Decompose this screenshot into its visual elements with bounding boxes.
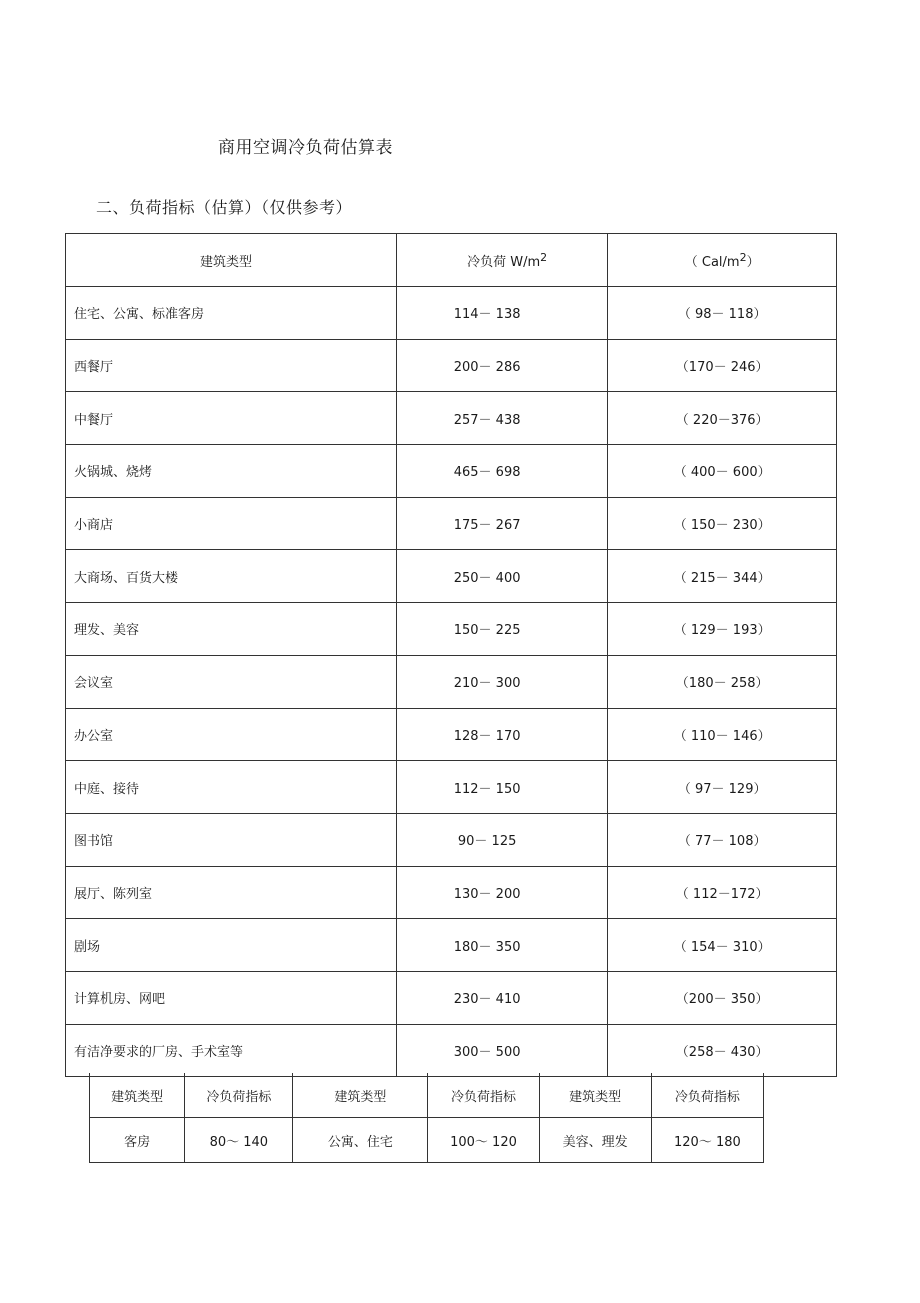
building-type-cell: 会议室 bbox=[66, 655, 397, 708]
cooling-load-cell: 128－ 170 bbox=[396, 708, 607, 761]
cooling-load-cell: 230－ 410 bbox=[396, 971, 607, 1024]
header-cal-close: ） bbox=[746, 254, 760, 270]
table-row bbox=[66, 761, 837, 814]
building-type-cell: 小商店 bbox=[66, 497, 397, 550]
cooling-load-cell: 465－ 698 bbox=[396, 445, 607, 498]
table-row bbox=[66, 287, 837, 340]
cooling-load-cell: 112－ 150 bbox=[396, 761, 607, 814]
section-heading: 二、负荷指标（估算）（仅供参考） bbox=[96, 198, 353, 217]
building-type-cell: 火锅城、烧烤 bbox=[66, 445, 397, 498]
header-building-type: 建筑类型 bbox=[66, 234, 397, 287]
page-title: 商用空调冷负荷估算表 bbox=[218, 138, 393, 158]
building-type-cell: 西餐厅 bbox=[66, 339, 397, 392]
sub-cell: 120～ 180 bbox=[651, 1118, 763, 1163]
cal-cell: （ 77－ 108） bbox=[608, 813, 837, 866]
table-row bbox=[66, 392, 837, 445]
cooling-load-cell: 114－ 138 bbox=[396, 287, 607, 340]
cooling-load-cell: 150－ 225 bbox=[396, 603, 607, 656]
sub-cell: 100～ 120 bbox=[428, 1118, 539, 1163]
sub-cell: 公寓、住宅 bbox=[293, 1118, 428, 1163]
building-type-cell: 大商场、百货大楼 bbox=[66, 550, 397, 603]
sub-header-cell: 冷负荷指标 bbox=[651, 1073, 763, 1118]
table-row bbox=[66, 655, 837, 708]
building-type-cell: 中餐厅 bbox=[66, 392, 397, 445]
sub-header-cell: 建筑类型 bbox=[539, 1073, 651, 1118]
cal-cell: （ 400－ 600） bbox=[608, 445, 837, 498]
table-header-row bbox=[66, 234, 837, 287]
header-cooling-load bbox=[396, 234, 607, 287]
header-cal-sup: 2 bbox=[739, 250, 747, 264]
sub-table-header-row bbox=[90, 1073, 764, 1118]
cooling-load-cell: 130－ 200 bbox=[396, 866, 607, 919]
building-type-cell: 有洁净要求的厂房、手术室等 bbox=[66, 1024, 397, 1077]
cal-cell: （ 110－ 146） bbox=[608, 708, 837, 761]
cal-cell: （ 98－ 118） bbox=[608, 287, 837, 340]
cal-cell: （170－ 246） bbox=[608, 339, 837, 392]
table-row bbox=[66, 813, 837, 866]
room-load-index-table bbox=[89, 1073, 764, 1163]
building-type-cell: 展厅、陈列室 bbox=[66, 866, 397, 919]
cal-cell: （258－ 430） bbox=[608, 1024, 837, 1077]
header-cal-label: （ Cal/m bbox=[684, 254, 740, 270]
header-cooling-load-sup: 2 bbox=[540, 250, 548, 264]
cal-cell: （180－ 258） bbox=[608, 655, 837, 708]
table-row bbox=[66, 919, 837, 972]
sub-cell: 美容、理发 bbox=[539, 1118, 651, 1163]
cal-cell: （ 112－172） bbox=[608, 866, 837, 919]
table-row bbox=[66, 1024, 837, 1077]
building-type-cell: 图书馆 bbox=[66, 813, 397, 866]
cooling-load-cell: 180－ 350 bbox=[396, 919, 607, 972]
building-type-cell: 中庭、接待 bbox=[66, 761, 397, 814]
building-type-cell: 理发、美容 bbox=[66, 603, 397, 656]
cooling-load-cell: 200－ 286 bbox=[396, 339, 607, 392]
table-row bbox=[66, 550, 837, 603]
building-type-cell: 住宅、公寓、标准客房 bbox=[66, 287, 397, 340]
cal-cell: （ 220－376） bbox=[608, 392, 837, 445]
building-type-cell: 计算机房、网吧 bbox=[66, 971, 397, 1024]
header-cal bbox=[608, 234, 837, 287]
table-row bbox=[66, 603, 837, 656]
sub-cell: 客房 bbox=[90, 1118, 185, 1163]
sub-header-cell: 建筑类型 bbox=[293, 1073, 428, 1118]
sub-header-cell: 建筑类型 bbox=[90, 1073, 185, 1118]
cal-cell: （200－ 350） bbox=[608, 971, 837, 1024]
table-row bbox=[66, 866, 837, 919]
cooling-load-cell: 300－ 500 bbox=[396, 1024, 607, 1077]
sub-header-cell: 冷负荷指标 bbox=[185, 1073, 293, 1118]
sub-cell: 80～ 140 bbox=[185, 1118, 293, 1163]
cal-cell: （ 150－ 230） bbox=[608, 497, 837, 550]
table-row bbox=[66, 497, 837, 550]
cooling-load-cell: 210－ 300 bbox=[396, 655, 607, 708]
cooling-load-cell: 250－ 400 bbox=[396, 550, 607, 603]
cal-cell: （ 215－ 344） bbox=[608, 550, 837, 603]
cal-cell: （ 154－ 310） bbox=[608, 919, 837, 972]
cooling-load-cell: 175－ 267 bbox=[396, 497, 607, 550]
sub-header-cell: 冷负荷指标 bbox=[428, 1073, 539, 1118]
building-type-cell: 办公室 bbox=[66, 708, 397, 761]
load-index-table bbox=[65, 233, 837, 1077]
cooling-load-cell: 257－ 438 bbox=[396, 392, 607, 445]
building-type-cell: 剧场 bbox=[66, 919, 397, 972]
sub-table-row bbox=[90, 1118, 764, 1163]
header-cooling-load-label: 冷负荷 W/m bbox=[467, 254, 541, 270]
table-row bbox=[66, 339, 837, 392]
table-row bbox=[66, 708, 837, 761]
table-row bbox=[66, 445, 837, 498]
table-row bbox=[66, 971, 837, 1024]
cal-cell: （ 129－ 193） bbox=[608, 603, 837, 656]
cal-cell: （ 97－ 129） bbox=[608, 761, 837, 814]
cooling-load-cell: 90－ 125 bbox=[396, 813, 607, 866]
